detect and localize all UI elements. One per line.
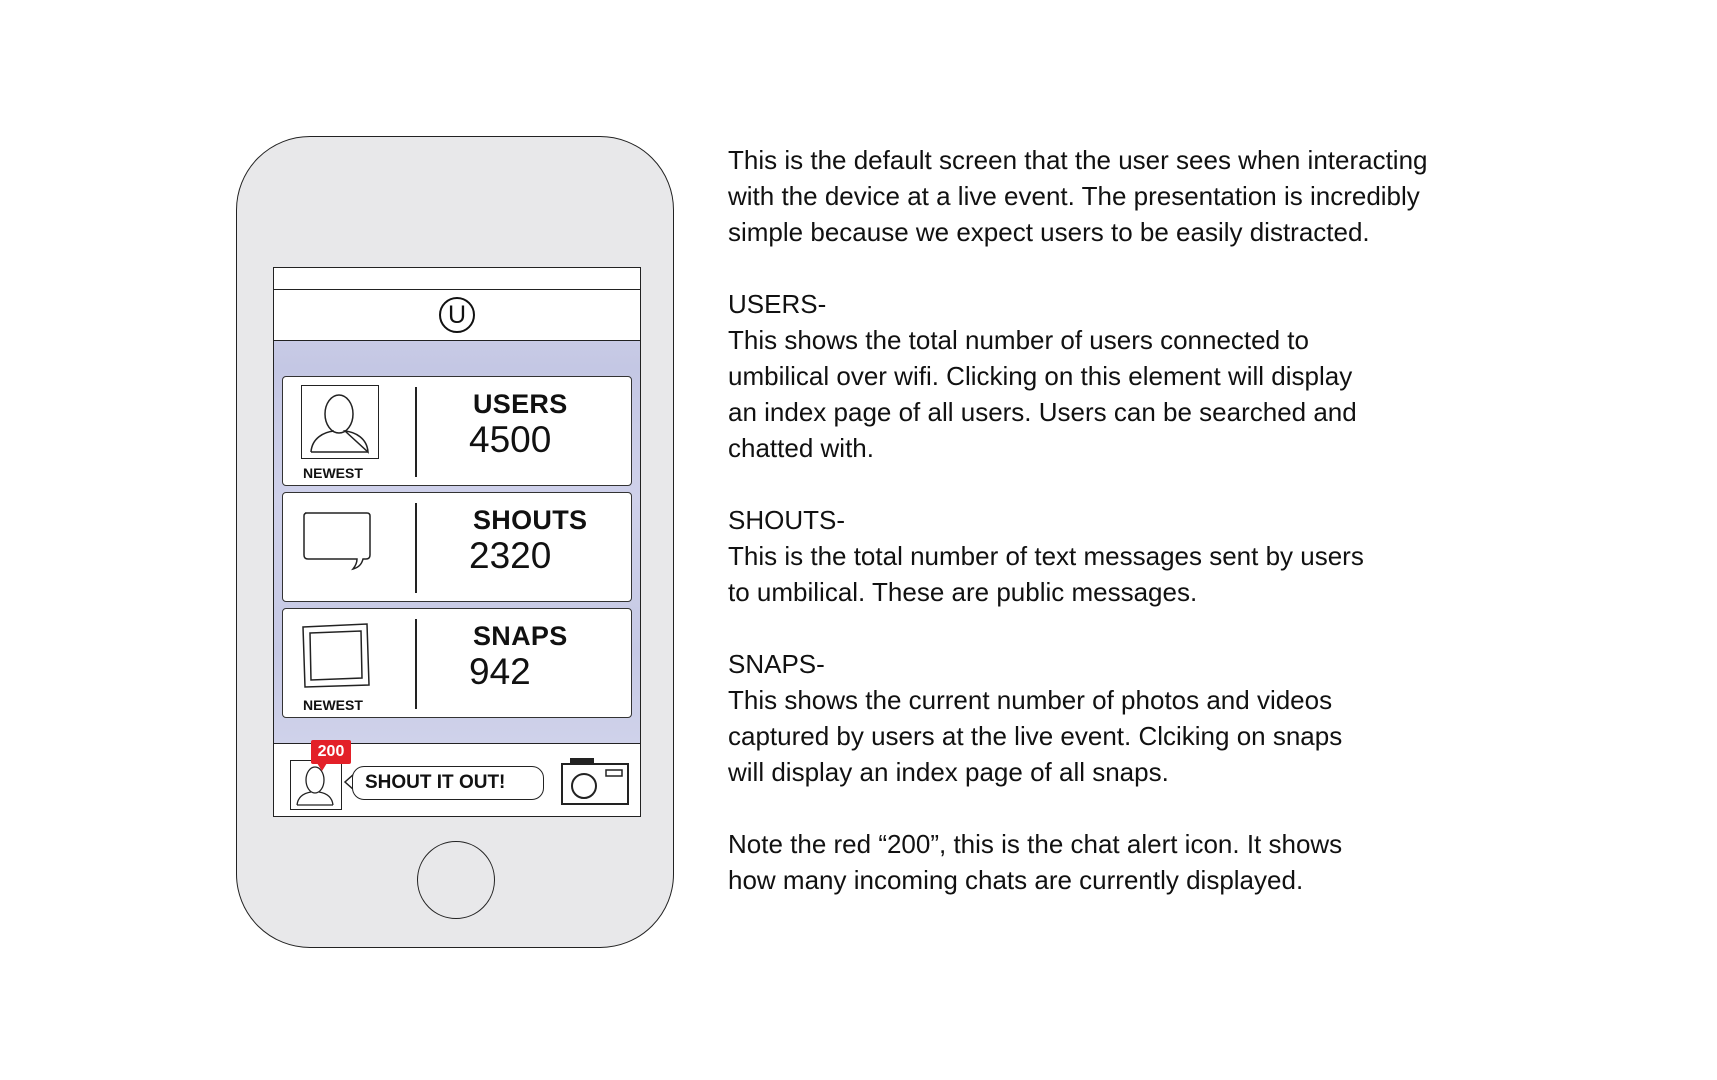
- bottom-toolbar: [274, 743, 640, 817]
- speech-bubble-icon: [299, 507, 375, 573]
- camera-icon[interactable]: [560, 756, 630, 806]
- app-header: [274, 290, 640, 341]
- intro-paragraph: This is the default screen that the user sees when interacting with the device at a live event. The presentation is incredibly simple because we expect users to be easily distracted.: [728, 145, 1428, 247]
- shouts-count: 2320: [469, 535, 552, 576]
- card-divider: [415, 387, 417, 477]
- users-count: 4500: [469, 419, 552, 460]
- phone-mockup: [236, 136, 674, 948]
- avatar-icon: [302, 386, 377, 457]
- photo-frame-icon[interactable]: [299, 621, 373, 689]
- snaps-paragraph: SNAPS- This shows the current number of photos and videos captured by users at the live event. Clciking on snaps will display an index page of all snaps.: [728, 649, 1343, 787]
- users-paragraph: USERS- This shows the total number of users connected to umbilical over wifi. Clicking on this element will display an index page of all users. Users can be searched and chatted with.: [728, 289, 1357, 463]
- note-paragraph: Note the red “200”, this is the chat alert icon. It shows how many incoming chats are currently displayed.: [728, 829, 1343, 895]
- newest-user-avatar[interactable]: [301, 385, 379, 459]
- status-bar: [274, 268, 640, 290]
- shouts-card[interactable]: [282, 492, 632, 602]
- home-button[interactable]: [417, 841, 495, 919]
- shouts-paragraph: SHOUTS- This is the total number of text messages sent by users to umbilical. These are public messages.: [728, 505, 1364, 607]
- phone-screen: [273, 267, 641, 817]
- avatar-icon: [291, 761, 340, 808]
- umbilical-logo: [439, 297, 475, 333]
- snaps-card[interactable]: [282, 608, 632, 718]
- users-label: USERS: [473, 389, 568, 419]
- card-divider: [415, 503, 417, 593]
- newest-caption: NEWEST: [303, 697, 363, 713]
- shouts-label: SHOUTS: [473, 505, 588, 535]
- chat-avatar-button[interactable]: [290, 760, 342, 810]
- card-divider: [415, 619, 417, 709]
- snaps-label: SNAPS: [473, 621, 568, 651]
- newest-caption: NEWEST: [303, 465, 363, 481]
- logo-letter: U: [447, 300, 467, 329]
- shout-it-out-button[interactable]: SHOUT IT OUT!: [352, 766, 544, 800]
- description-panel: [728, 142, 1608, 934]
- users-card[interactable]: [282, 376, 632, 486]
- chat-alert-badge[interactable]: 200: [311, 740, 351, 764]
- snaps-count: 942: [469, 651, 531, 692]
